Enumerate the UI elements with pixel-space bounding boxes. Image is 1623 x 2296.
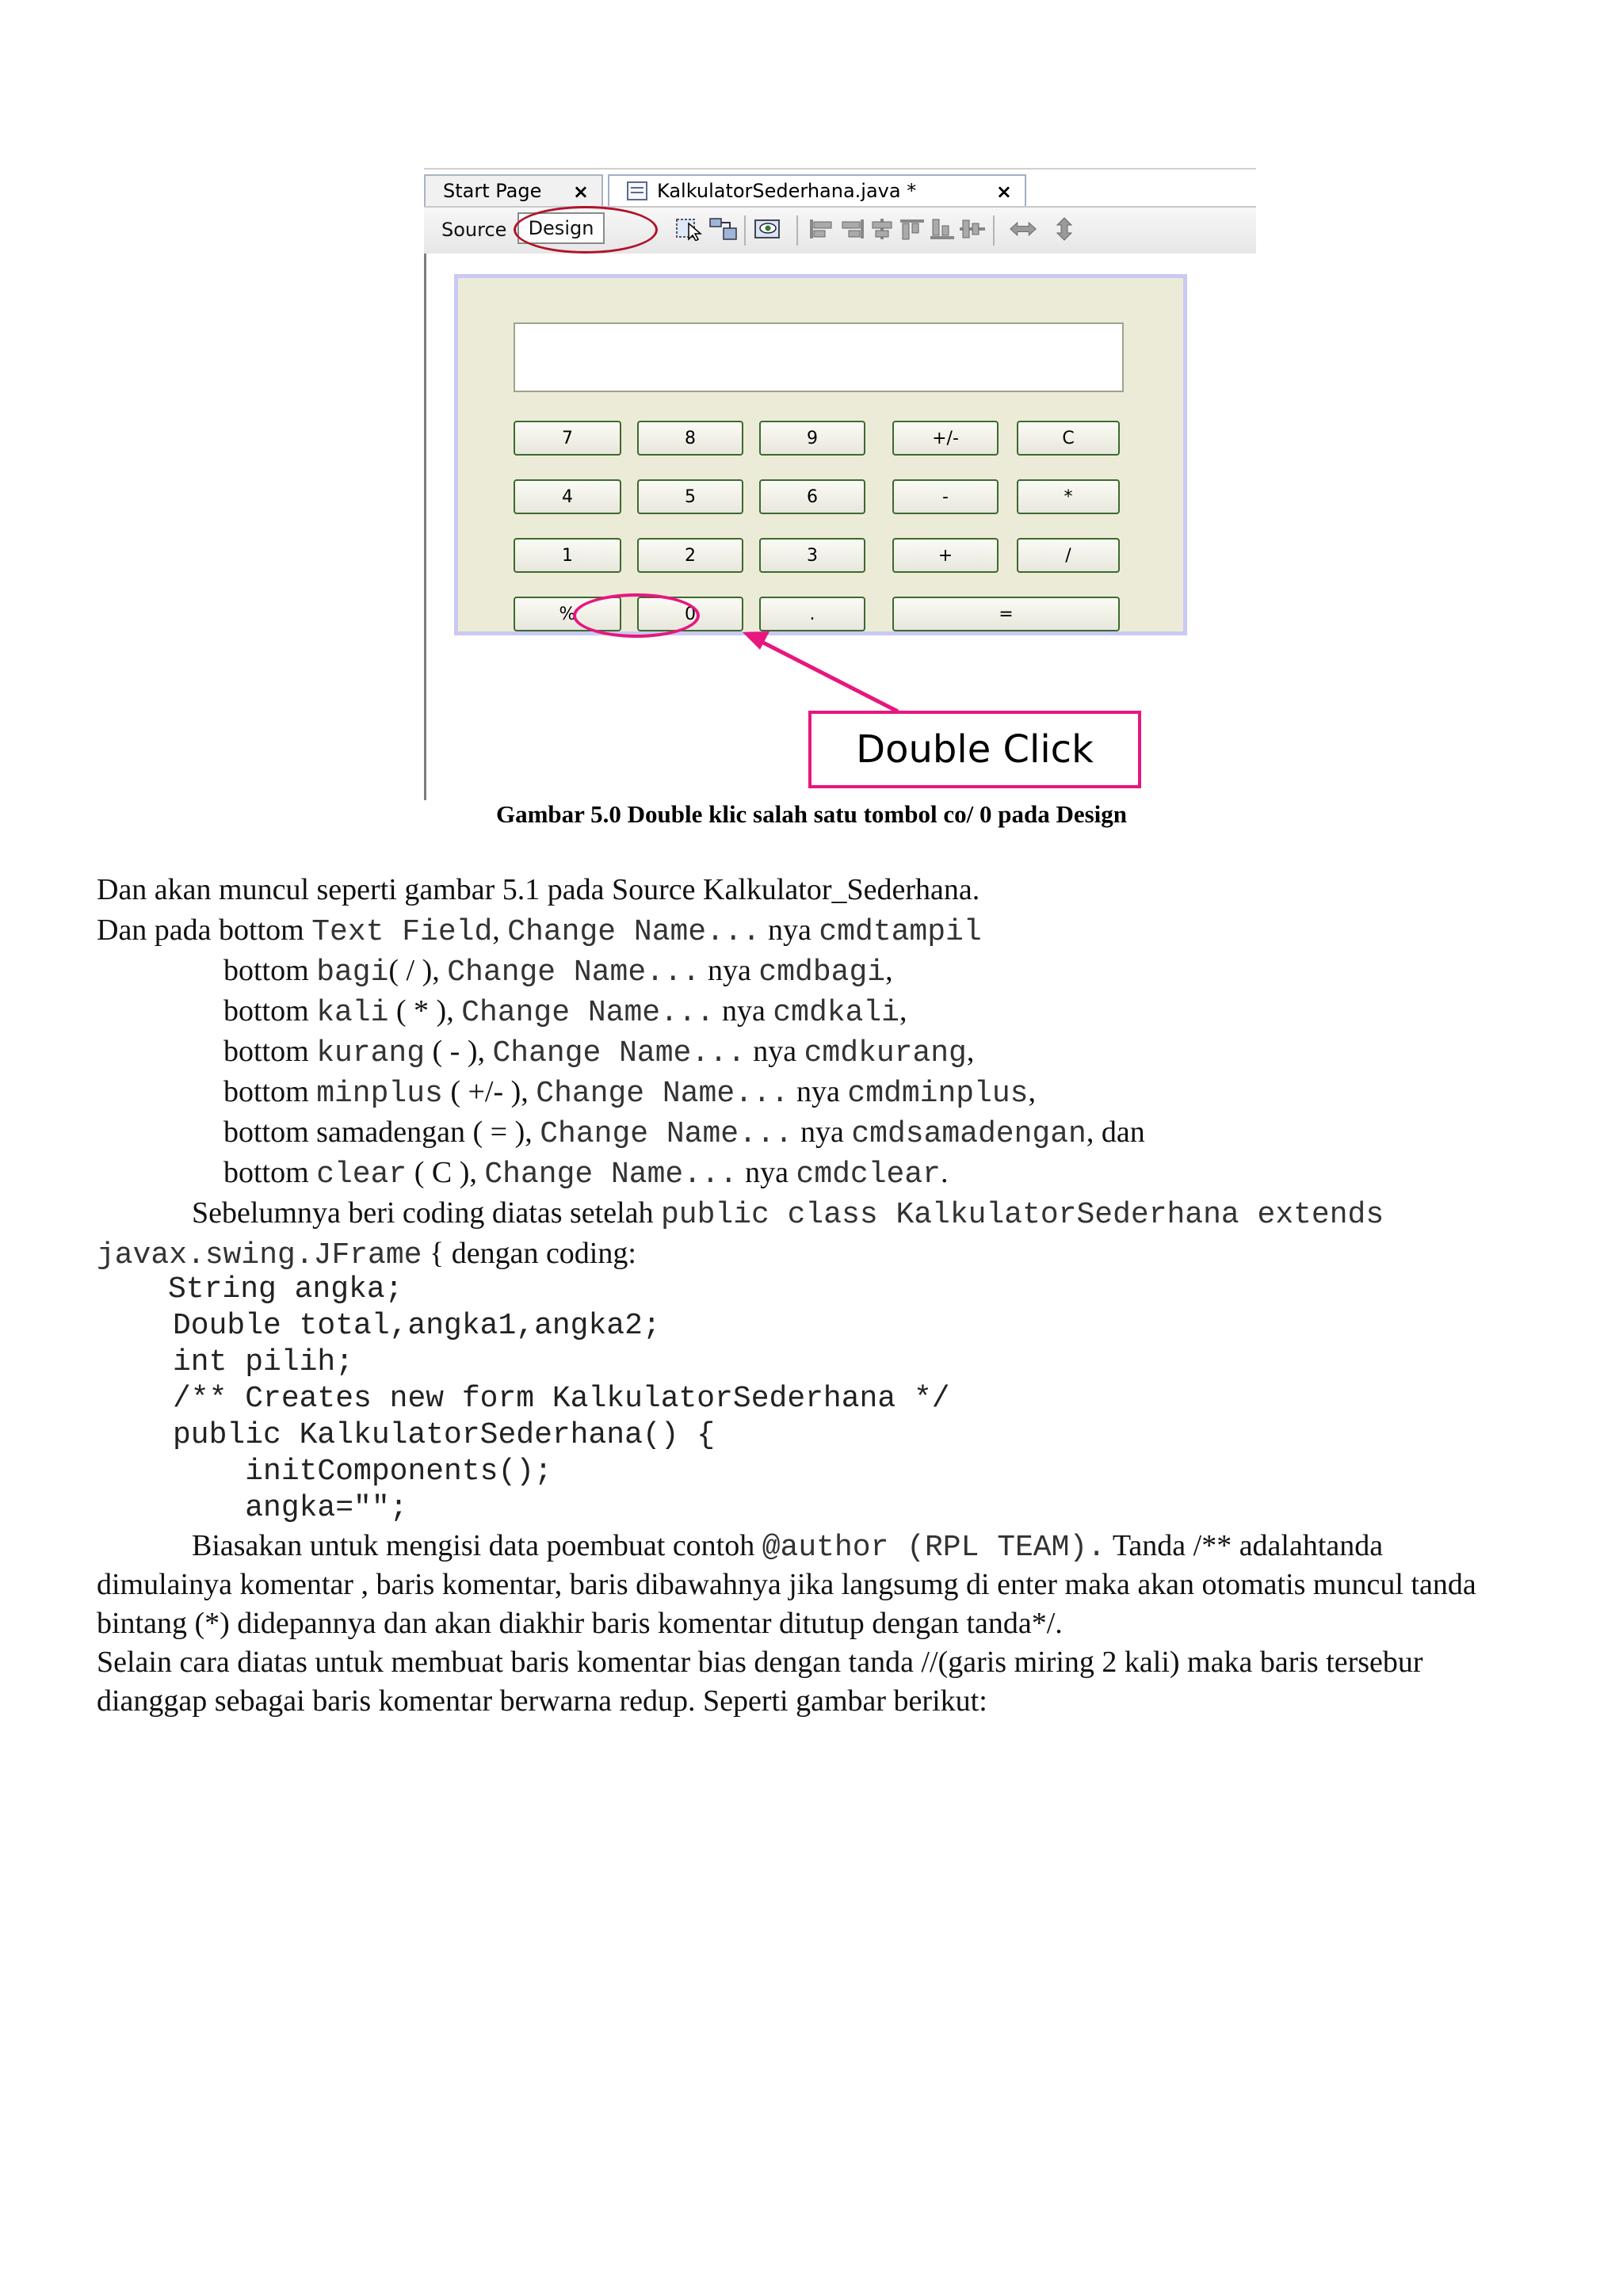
paragraph-line xyxy=(192,1531,1383,1563)
calc-button-samadengan[interactable]: = xyxy=(892,597,1120,631)
calculator-form-panel xyxy=(454,274,1187,635)
paragraph-line xyxy=(223,955,893,988)
center-horizontally-icon[interactable] xyxy=(868,217,896,241)
calc-button-tambah[interactable]: + xyxy=(892,538,999,573)
paragraph-line xyxy=(223,1117,1145,1150)
text: nya xyxy=(792,1116,852,1149)
text: nya xyxy=(737,1156,796,1189)
code-text: javax.swing.JFrame xyxy=(97,1238,422,1272)
text: ( +/- ), xyxy=(442,1075,537,1108)
tab-kalkulator-java[interactable] xyxy=(608,174,1026,206)
resize-vertical-icon[interactable] xyxy=(1050,217,1079,241)
code-text: @author (RPL TEAM). xyxy=(762,1531,1106,1565)
code-line: public KalkulatorSederhana() { xyxy=(173,1418,716,1452)
tab-label: Start Page xyxy=(443,180,542,202)
text: bottom samadengan ( = ), xyxy=(223,1116,540,1149)
code-text: cmdclear xyxy=(796,1158,941,1192)
design-highlight-circle xyxy=(514,206,658,254)
design-tab-button[interactable]: Design xyxy=(517,212,605,244)
code-text: cmdsamadengan xyxy=(851,1117,1086,1151)
text: ( - ), xyxy=(425,1035,493,1068)
calc-button-1[interactable]: 1 xyxy=(514,538,621,573)
text: nya xyxy=(789,1075,848,1108)
calc-button-3[interactable]: 3 xyxy=(759,538,865,573)
code-text: cmdkali xyxy=(773,996,899,1030)
code-text: Change Name... xyxy=(492,1036,746,1070)
paragraph-line xyxy=(223,996,907,1028)
calc-button-8[interactable]: 8 xyxy=(637,421,743,456)
code-text: kali xyxy=(316,996,389,1030)
text: ( / ), xyxy=(388,954,448,987)
toolbar-separator xyxy=(993,215,995,246)
text: bottom xyxy=(223,1035,317,1068)
figure-caption: Gambar 5.0 Double klic salah satu tombol co/ 0 pada Design xyxy=(495,800,1128,828)
text: nya xyxy=(760,913,819,947)
text: Sebelumnya beri coding diatas setelah xyxy=(192,1196,661,1230)
java-file-icon xyxy=(627,181,647,200)
calc-button-kali[interactable]: * xyxy=(1017,479,1120,514)
text: { dengan coding: xyxy=(422,1237,636,1270)
text: bottom xyxy=(223,1156,317,1189)
toolbar-separator xyxy=(744,215,746,246)
code-text: bagi xyxy=(316,955,389,990)
calc-button-0[interactable]: 0 xyxy=(637,597,743,631)
calc-button-titik[interactable]: . xyxy=(759,597,865,631)
tab-label: KalkulatorSederhana.java * xyxy=(657,180,917,202)
text: . xyxy=(940,1156,949,1189)
calc-button-2[interactable]: 2 xyxy=(637,538,743,573)
close-icon[interactable]: × xyxy=(995,181,1012,203)
paragraph-line: dimulainya komentar , baris komentar, baris dibawahnya jika langsumg di enter maka akan otomatis muncul tanda xyxy=(97,1568,1476,1601)
text: ( * ), xyxy=(388,994,462,1028)
code-text: Change Name... xyxy=(507,915,761,949)
code-text: Text Field xyxy=(311,915,493,949)
editor-tab-bar xyxy=(424,168,1256,208)
text: nya xyxy=(714,994,773,1028)
tab-start-page[interactable] xyxy=(424,174,603,206)
zero-button-highlight-circle xyxy=(573,593,700,638)
code-line: Double total,angka1,angka2; xyxy=(173,1309,661,1343)
paragraph-line xyxy=(97,1238,636,1271)
text: ( C ), xyxy=(407,1156,485,1189)
calculator-text-field[interactable] xyxy=(514,322,1124,392)
paragraph-line xyxy=(97,915,982,948)
code-line: int pilih; xyxy=(173,1345,354,1379)
align-top-icon[interactable] xyxy=(898,217,926,241)
code-text: clear xyxy=(316,1158,407,1192)
code-text: public class KalkulatorSederhana extends xyxy=(661,1198,1384,1232)
calc-button-4[interactable]: 4 xyxy=(514,479,621,514)
text: bottom xyxy=(223,994,317,1028)
source-tab-button[interactable]: Source xyxy=(441,219,507,241)
paragraph-line xyxy=(223,1077,1036,1109)
align-bottom-icon[interactable] xyxy=(928,217,957,241)
code-text: cmdtampil xyxy=(819,915,982,949)
text: , dan xyxy=(1086,1116,1145,1149)
code-text: kurang xyxy=(316,1036,426,1070)
paragraph-line: dianggap sebagai baris komentar berwarna redup. Seperti gambar berikut: xyxy=(97,1684,987,1718)
code-line: String angka; xyxy=(168,1272,403,1306)
resize-horizontal-icon[interactable] xyxy=(1009,217,1037,241)
align-right-icon[interactable] xyxy=(838,217,866,241)
calc-button-bagi[interactable]: / xyxy=(1017,538,1120,573)
code-text: cmdbagi xyxy=(758,955,886,990)
text: bottom xyxy=(223,954,317,987)
text: , xyxy=(966,1035,975,1068)
code-text: cmdkurang xyxy=(804,1036,967,1070)
code-text: cmdminplus xyxy=(847,1077,1029,1111)
code-line: initComponents(); xyxy=(173,1455,552,1489)
paragraph-line xyxy=(192,1198,1384,1230)
ide-screenshot-figure xyxy=(424,168,1256,802)
calc-button-clear[interactable]: C xyxy=(1017,421,1120,456)
text: , xyxy=(885,954,893,987)
text: Biasakan untuk mengisi data poembuat contoh xyxy=(192,1529,762,1562)
text: , xyxy=(1028,1075,1036,1108)
text: Tanda /** adalahtanda xyxy=(1106,1529,1384,1562)
code-text: Change Name... xyxy=(484,1158,738,1192)
code-text: Change Name... xyxy=(461,996,715,1030)
code-text: minplus xyxy=(316,1077,443,1111)
paragraph-line: bintang (*) didepannya dan akan diakhir baris komentar ditutup dengan tanda*/. xyxy=(97,1607,1063,1640)
text: nya xyxy=(700,954,759,987)
align-left-icon[interactable] xyxy=(808,217,836,241)
text: bottom xyxy=(223,1075,317,1108)
design-toolbar xyxy=(424,206,1256,257)
calc-button-7[interactable]: 7 xyxy=(514,421,621,456)
calc-button-5[interactable]: 5 xyxy=(637,479,743,514)
paragraph-line: Dan akan muncul seperti gambar 5.1 pada Source Kalkulator_Sederhana. xyxy=(97,873,980,906)
text: , xyxy=(899,994,907,1028)
selection-mode-icon[interactable] xyxy=(676,217,705,241)
paragraph-line: Selain cara diatas untuk membuat baris komentar bias dengan tanda //(garis miring 2 kali) maka baris tersebur xyxy=(97,1646,1423,1679)
center-vertically-icon[interactable] xyxy=(958,217,987,241)
code-text: Change Name... xyxy=(540,1117,793,1151)
calc-button-6[interactable]: 6 xyxy=(759,479,865,514)
code-line: angka=""; xyxy=(173,1491,408,1525)
toolbar-separator xyxy=(796,215,798,246)
text: Dan pada bottom xyxy=(97,913,312,947)
paragraph-line xyxy=(223,1158,948,1190)
calc-button-minplus[interactable]: +/- xyxy=(892,421,999,456)
double-click-callout: Double Click xyxy=(808,711,1141,788)
code-text: Change Name... xyxy=(536,1077,789,1111)
close-icon[interactable]: × xyxy=(572,181,589,203)
connection-mode-icon[interactable] xyxy=(709,217,738,241)
preview-design-icon[interactable] xyxy=(754,217,782,241)
text: nya xyxy=(745,1035,804,1068)
code-text: Change Name... xyxy=(447,955,701,990)
code-line: /** Creates new form KalkulatorSederhana */ xyxy=(173,1382,950,1416)
text: , xyxy=(492,913,508,947)
calc-button-kurang[interactable]: - xyxy=(892,479,999,514)
paragraph-line xyxy=(223,1036,974,1069)
calc-button-9[interactable]: 9 xyxy=(759,421,865,456)
calc-button-persen[interactable]: % xyxy=(514,597,621,631)
